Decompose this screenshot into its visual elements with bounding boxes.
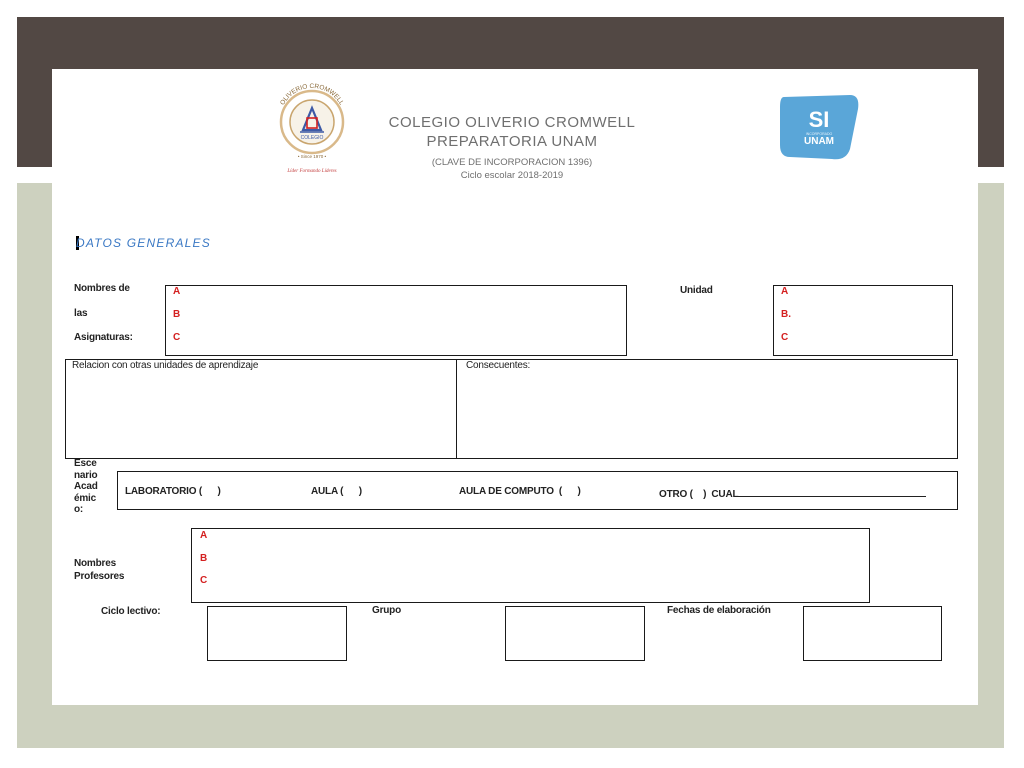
escenario-label-line: o: [74, 504, 84, 515]
unidad-a: A [781, 286, 789, 297]
profesor-a: A [200, 530, 208, 541]
grupo-box[interactable] [505, 606, 645, 661]
section-title: DATOS GENERALES [76, 236, 211, 250]
cual-blank-line[interactable] [738, 486, 926, 497]
escenario-label [74, 458, 98, 516]
logo-center-text: COLEGIO [300, 135, 324, 141]
ciclo-lectivo-label: Ciclo lectivo: [101, 606, 161, 617]
unidad-box[interactable] [773, 285, 953, 356]
escenario-label-line: Acad [74, 481, 98, 492]
school-subtitle: PREPARATORIA UNAM [426, 133, 598, 150]
profesores-label [74, 557, 124, 583]
fechas-label: Fechas de elaboración [667, 605, 771, 616]
asignatura-b: B [173, 309, 181, 320]
asignaturas-label-3: Asignaturas: [74, 332, 133, 343]
option-laboratorio[interactable]: LABORATORIO ( ) [125, 486, 221, 497]
profesor-c: C [200, 575, 208, 586]
school-logo-icon [270, 80, 354, 176]
fechas-box[interactable] [803, 606, 942, 661]
consecuentes-box[interactable] [456, 359, 958, 459]
logo-small-text: INCORPORADO [805, 132, 833, 136]
school-heading [352, 113, 672, 182]
asignaturas-label-2: las [74, 308, 88, 319]
relacion-label: Relacion con otras unidades de aprendizaje [72, 360, 259, 371]
unidad-label: Unidad [680, 285, 713, 296]
school-name: COLEGIO OLIVERIO CROMWELL [388, 114, 636, 131]
logo-since-text: • Since 1970 • [297, 154, 327, 159]
ciclo-escolar: Ciclo escolar 2018-2019 [460, 170, 564, 181]
option-aula-computo[interactable]: AULA DE COMPUTO ( ) [459, 486, 581, 497]
asignaturas-label-1: Nombres de [74, 283, 130, 294]
asignaturas-box[interactable] [165, 285, 627, 356]
clave-incorporacion: (CLAVE DE INCORPORACION 1396) [431, 157, 593, 168]
unidad-c: C [781, 332, 789, 343]
logo-motto-text: Líder Formando Líderes [287, 169, 337, 174]
logo-si-text: SI [808, 107, 830, 132]
unidad-b: B. [781, 309, 791, 320]
option-otro-label: OTRO ( ) CUAL [659, 489, 739, 500]
logo-arc-text: OLIVERIO CROMWELL [279, 82, 345, 107]
ciclo-lectivo-box[interactable] [207, 606, 347, 661]
escenario-label-line: nario [74, 469, 98, 481]
option-aula[interactable]: AULA ( ) [311, 486, 362, 497]
option-otro[interactable] [659, 486, 926, 500]
si-unam-logo-icon [776, 91, 862, 163]
asignatura-c: C [173, 332, 181, 343]
relacion-box[interactable] [65, 359, 457, 459]
logo-unam-text: UNAM [804, 136, 834, 147]
escenario-label-line: Esce [74, 458, 97, 469]
asignatura-a: A [173, 286, 181, 297]
grupo-label: Grupo [372, 605, 401, 616]
consecuentes-label: Consecuentes: [466, 360, 531, 371]
escenario-label-line: émic [74, 492, 96, 504]
profesores-label-line: Profesores [74, 571, 125, 582]
profesores-box[interactable] [191, 528, 870, 603]
profesor-b: B [200, 553, 208, 564]
profesores-label-line: Nombres [74, 558, 116, 569]
